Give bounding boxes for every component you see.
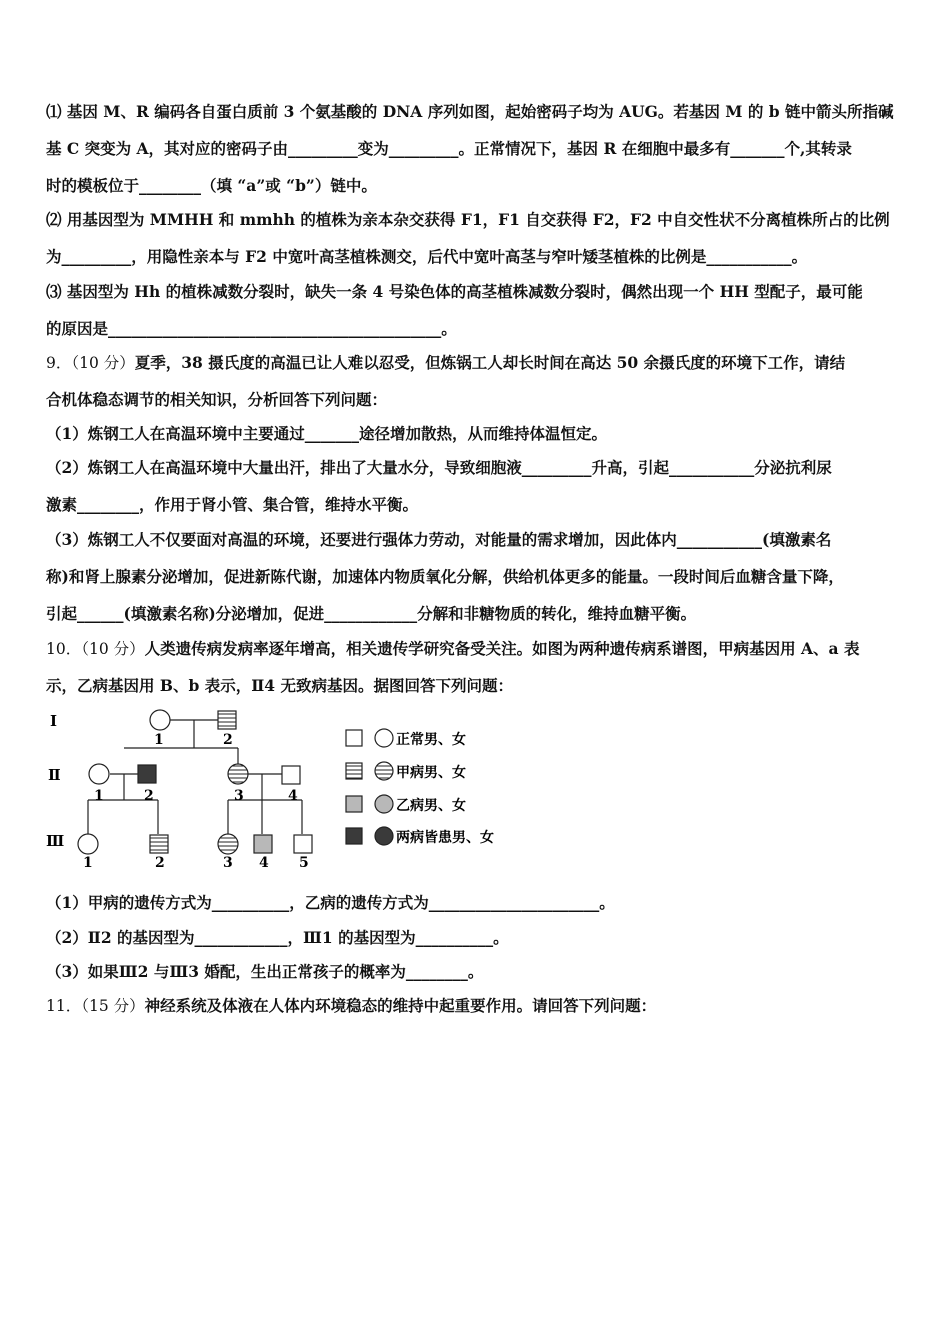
q9-sub1: （1）炼钢工人在高温环境中主要通过_______途径增加散热，从而维持体温恒定。	[46, 424, 608, 443]
label-I-2: 2	[223, 732, 233, 748]
gen3-male-5-normal	[294, 835, 312, 853]
legend-disease-a-male	[346, 763, 362, 779]
q9-intro-line1	[46, 353, 845, 373]
label-II-1: 1	[94, 788, 104, 804]
q10-number: 10．（10 分）	[46, 640, 145, 658]
gen3-female-3-disease-a	[218, 834, 238, 854]
q11-stem: 神经系统及体液在人体内环境稳态的维持中起重要作用。请回答下列问题：	[144, 996, 657, 1015]
q8-part3-line1: ⑶ 基因型为 Hh 的植株减数分裂时，缺失一条 4 号染色体的高茎植株减数分裂时，偶然出现一个 HH 型配子，最可能	[46, 282, 863, 301]
gen3-male-2-disease-a	[150, 835, 168, 853]
label-III-2: 2	[155, 855, 165, 871]
legend-normal-female	[375, 729, 393, 747]
legend-normal-text: 正常男、女	[396, 732, 466, 748]
q10-sub2: （2）Ⅱ2 的基因型为____________，Ⅲ1 的基因型为__________。	[46, 928, 509, 947]
q8-part1-line2: 基 C 突变为 A，其对应的密码子由_________变为_________。正常情况下，基因 R 在细胞中最多有_______个,其转录	[46, 139, 852, 158]
q11-number: 11．（15 分）	[46, 997, 145, 1015]
label-III-4: 4	[259, 855, 269, 871]
q8-part2-line1: ⑵ 用基因型为 MMHH 和 mmhh 的植株为亲本杂交获得 F1，F1 自交获得 F2，F2 中自交性状不分离植株所占的比例	[46, 210, 890, 229]
legend-both-male	[346, 828, 362, 844]
label-III-3: 3	[223, 855, 233, 871]
q9-sub2-line2: 激素________，作用于肾小管、集合管，维持水平衡。	[46, 495, 419, 514]
legend-disease-b-male	[346, 796, 362, 812]
gen1-female-1-normal	[150, 710, 170, 730]
legend-both-text: 两病皆患男、女	[396, 830, 494, 846]
gen-label-1: Ⅰ	[50, 714, 58, 730]
label-III-1: 1	[83, 855, 93, 871]
q10-sub3: （3）如果Ⅲ2 与Ⅲ3 婚配，生出正常孩子的概率为________。	[46, 962, 484, 981]
gen-label-3: Ⅲ	[46, 834, 65, 850]
legend-disease-a-female	[375, 762, 393, 780]
q10-intro-line2: 示，乙病基因用 B、b 表示，Ⅱ4 无致病基因。据图回答下列问题：	[46, 676, 513, 695]
gen-label-2: Ⅱ	[48, 768, 61, 784]
label-III-5: 5	[299, 855, 309, 871]
q8-part1-line1: ⑴ 基因 M、R 编码各自蛋白质前 3 个氨基酸的 DNA 序列如图，起始密码子均为 AUG。若基因 M 的 b 链中箭头所指碱	[46, 102, 894, 121]
q9-stem-1: 夏季，38 摄氏度的高温已让人难以忍受，但炼锅工人却长时间在高达 50 余摄氏度的环境下工作，请结	[134, 353, 846, 372]
q11-intro	[46, 996, 656, 1016]
gen3-female-1-normal	[78, 834, 98, 854]
legend-normal-male	[346, 730, 362, 746]
q9-sub2-line1: （2）炼钢工人在高温环境中大量出汗，排出了大量水分，导致细胞液_________升高，引起___________分泌抗利尿	[46, 458, 832, 477]
gen2-female-1-normal	[89, 764, 109, 784]
legend-both-female	[375, 827, 393, 845]
pedigree-lines	[88, 720, 302, 834]
q8-part3-line2: 的原因是___________________________________________。	[46, 319, 457, 338]
q10-intro-line1	[46, 639, 860, 659]
q8-part2-line2: 为_________，用隐性亲本与 F2 中宽叶高茎植株测交，后代中宽叶高茎与窄叶矮茎植株的比例是___________。	[46, 247, 808, 266]
q9-sub3-line3: 引起______(填激素名称)分泌增加，促进____________分解和非糖物质的转化，维持血糖平衡。	[46, 604, 697, 623]
label-I-1: 1	[154, 732, 164, 748]
gen2-female-3-disease-a	[228, 764, 248, 784]
gen2-male-4-normal	[282, 766, 300, 784]
q10-sub1: （1）甲病的遗传方式为__________，乙病的遗传方式为______________________。	[46, 893, 615, 912]
label-II-4: 4	[288, 788, 298, 804]
q9-sub3-line1: （3）炼钢工人不仅要面对高温的环境，还要进行强体力劳动，对能量的需求增加，因此体内___________(填激素名	[46, 530, 832, 549]
q9-intro-line2: 合机体稳态调节的相关知识，分析回答下列问题：	[46, 390, 388, 409]
pedigree-chart	[40, 700, 540, 880]
q9-number: 9．（10 分）	[46, 354, 135, 372]
label-II-3: 3	[234, 788, 244, 804]
label-II-2: 2	[144, 788, 154, 804]
q8-part1-line3: 时的模板位于________（填 “a”或 “b”）链中。	[46, 176, 377, 195]
q10-stem-1: 人类遗传病发病率逐年增高，相关遗传学研究备受关注。如图为两种遗传病系谱图，甲病基因用 A、a 表	[144, 639, 860, 658]
q9-sub3-line2: 称)和肾上腺素分泌增加，促进新陈代谢，加速体内物质氧化分解，供给机体更多的能量。一段时间后血糖含量下降，	[46, 567, 844, 586]
gen1-male-2-disease-a	[218, 711, 236, 729]
gen2-male-2-both-diseases	[138, 765, 156, 783]
gen3-male-4-disease-b	[254, 835, 272, 853]
legend-disease-a-text: 甲病男、女	[396, 765, 466, 781]
legend-disease-b-text: 乙病男、女	[396, 798, 466, 814]
legend-disease-b-female	[375, 795, 393, 813]
